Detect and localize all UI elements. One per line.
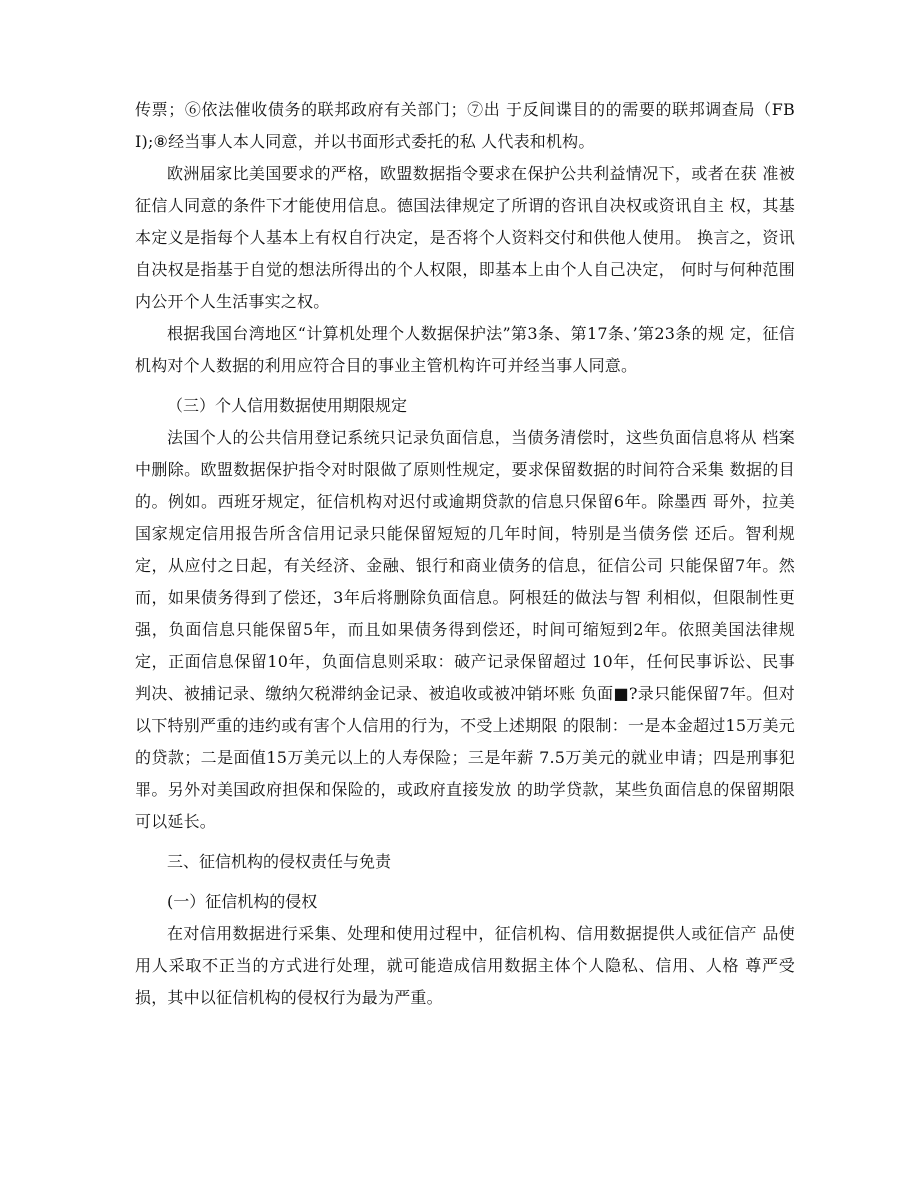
section-heading-infringement: (一）征信机构的侵权: [167, 892, 318, 911]
paragraph-taiwan-law: 根据我国台湾地区“计算机处理个人数据保护法”第3条、第17条、’第23条的规 定，征信机构对个人数据的利用应符合目的事业主管机构许可并经当事人同意。: [135, 324, 795, 375]
paragraph-retention-periods: 法国个人的公共信用登记系统只记录负面信息，当债务清偿时，这些负面信息将从 档案中删除。欧盟数据保护指令对时限做了原则性规定，要求保留数据的时间符合采集 数据的目的。例如。西班牙规定，征信机构对迟付或逾期贷款的信息只保留6年。除墨西 哥外，拉美国家规定信用报告所含信用记录只能保留短短的几年时间，特别是当债务偿 还后。智利规定，从应付之日起，有关经济、金融、银行和商业债务的信息，征信公司 只能保留7年。然而，如果债务得到了偿还，3年后将删除负面信息。阿根廷的做法与智 利相似，但限制性更强，负面信息只能保留5年，而且如果债务得到偿还，时间可缩短到2年。依照美国法律规定，正面信息保留10年，负面信息则采取：破产记录保留超过 10年，任何民事诉讼、民事判决、被捕记录、缴纳欠税滞纳金记录、被追收或被冲销坏账 负面■?录只能保留7年。但对以下特别严重的违约或有害个人信用的行为，不受上述期限 的限制：一是本金超过15万美元的贷款；二是面值15万美元以上的人寿保险；三是年薪 7.5万美元的就业申请；四是刑事犯罪。另外对美国政府担保和保险的，或政府直接发放 的助学贷款，某些负面信息的保留期限可以延长。: [135, 428, 795, 831]
section-heading-usage-period: （三）个人信用数据使用期限规定: [167, 396, 408, 415]
paragraph-eu-germany-rules: 欧洲届家比美国要求的严格，欧盟数据指令要求在保护公共利益情况下，或者在获 准被征信人同意的条件下才能使用信息。德国法律规定了所谓的咨讯自决权或资讯自主 权，其基本定义是指每个人基本上有权自行决定，是否将个人资料交付和供他人使用。 换言之，资讯自决权是指基于自觉的想法所得出的个人权限，即基本上由个人自己决定， 何时与何种范围内公开个人生活事实之权。: [135, 164, 795, 311]
paragraph-continuation: 传票；⑥依法催收债务的联邦政府有关部门；⑦出 于反间谍目的的需要的联邦调查局（FBI);⑧经当事人本人同意，并以书面形式委托的私 人代表和机构。: [135, 100, 795, 151]
document-page: [135, 94, 795, 1014]
paragraph-infringement: 在对信用数据进行采集、处理和使用过程中，征信机构、信用数据提供人或征信产 品使用人采取不正当的方式进行处理，就可能造成信用数据主体个人隐私、信用、人格 尊严受损，其中以征信机构的侵权行为最为严重。: [135, 924, 795, 1007]
section-heading-liability: 三、征信机构的侵权责任与免责: [167, 852, 392, 871]
